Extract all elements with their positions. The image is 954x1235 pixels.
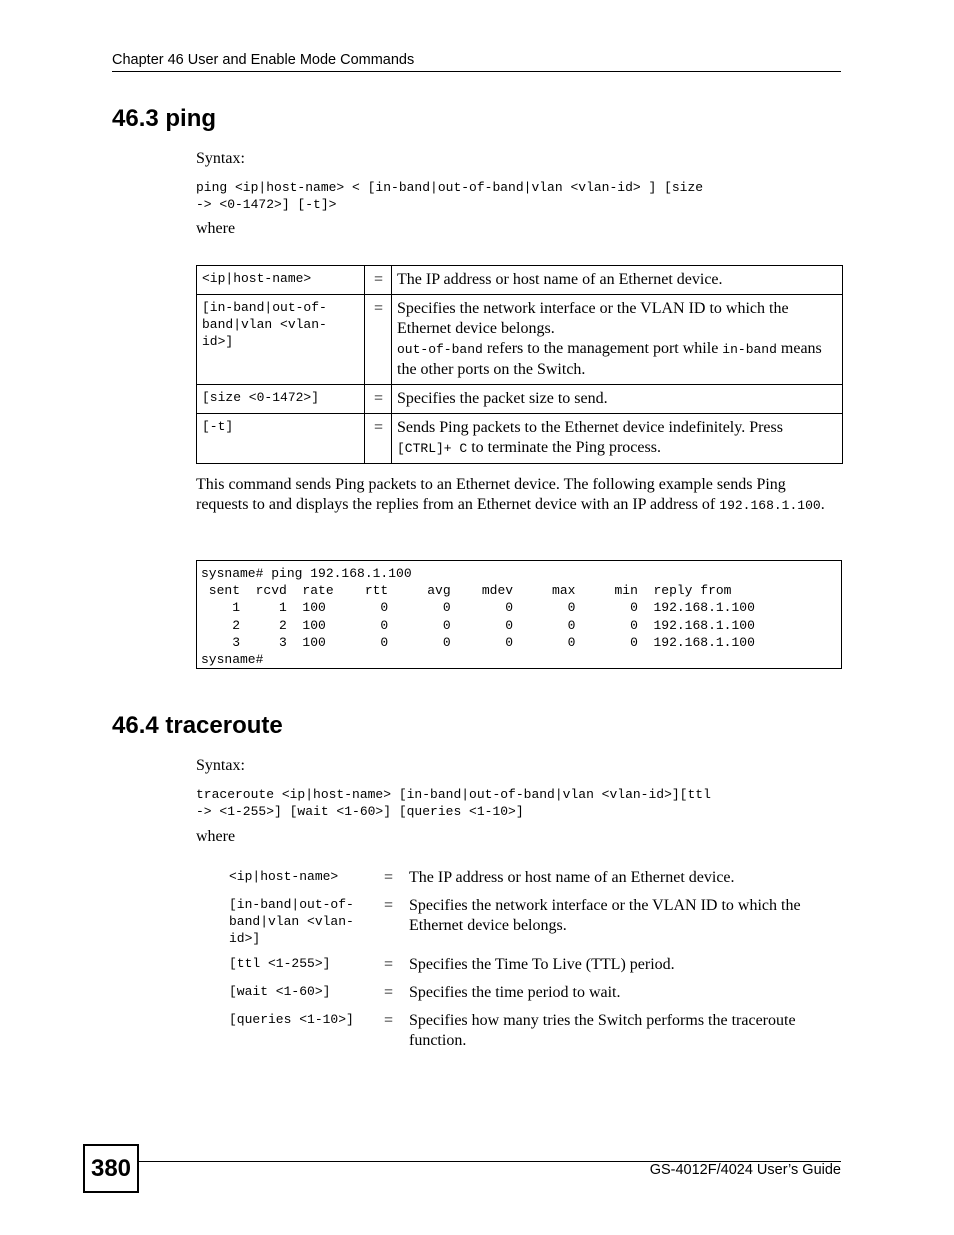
param-text: to terminate the Ping process. [467,439,661,456]
table-row [224,1007,844,1055]
param-name: [in-band|out-of- band|vlan <vlan- id>] [229,897,354,946]
table-row [197,414,843,464]
ping-parameter-table [196,265,843,464]
param-equals: = [383,869,394,886]
table-row [197,295,843,385]
page-number: 380 [83,1144,139,1193]
param-description-note [397,339,838,380]
param-description: The IP address or host name of an Ethernet device. [409,869,735,886]
param-equals: = [383,1012,394,1029]
traceroute-syntax-line-1: traceroute <ip|host-name> [in-band|out-of-band|vlan <vlan-id>][ttl [196,787,711,802]
ping-where-label: where [196,220,236,237]
param-name: [wait <1-60>] [229,984,331,999]
ping-description-paragraph [196,475,842,516]
traceroute-syntax-label: Syntax: [196,757,245,774]
section-heading-traceroute: 46.4 traceroute [112,712,283,739]
ping-syntax-code [196,179,703,213]
table-row [224,979,844,1007]
traceroute-where-label: where [196,828,236,845]
param-equals: = [365,295,392,385]
paragraph-ip: 192.168.1.100 [719,498,821,513]
param-description: Specifies the Time To Live (TTL) period. [409,956,675,973]
param-name: <ip|host-name> [229,869,339,884]
param-equals: = [383,984,394,1001]
param-equals: = [365,266,392,295]
param-equals: = [365,414,392,464]
running-header: Chapter 46 User and Enable Mode Commands [112,52,415,68]
table-row [224,864,844,892]
param-equals: = [365,385,392,414]
param-name: [in-band|out-of- band|vlan <vlan- id>] [197,295,365,385]
inline-code: in-band [722,342,777,357]
traceroute-syntax-code [196,786,711,820]
param-equals: = [383,956,394,973]
table-row [224,892,844,951]
param-name: [ttl <1-255>] [229,956,331,971]
param-description: Specifies the network interface or the VLAN ID to which the Ethernet device belongs. [409,897,801,934]
param-description: Specifies the time period to wait. [409,984,621,1001]
traceroute-syntax-line-2: -> <1-255>] [wait <1-60>] [queries <1-10>] [196,804,524,819]
guide-name: GS-4012F/4024 User’s Guide [649,1162,841,1178]
param-description-line: Specifies the network interface or the VLAN ID to which the Ethernet device belongs. [397,300,789,337]
param-name: [size <0-1472>] [197,385,365,414]
traceroute-parameter-table [224,864,844,1055]
param-text: refers to the management port while [482,340,723,357]
param-description: Specifies the packet size to send. [392,385,843,414]
ping-syntax-line-2: -> <0-1472>] [-t]> [196,197,337,212]
ping-example-box [196,560,842,669]
param-name: <ip|host-name> [197,266,365,295]
table-row [224,951,844,979]
param-text: Sends Ping packets to the Ethernet device indefinitely. Press [397,419,783,436]
paragraph-end: . [820,496,825,513]
param-equals: = [383,897,394,914]
ping-example-output: sysname# ping 192.168.1.100 sent rcvd rate rtt avg mdev max min reply from 1 1 100 0 0 0 0 0 192.168.1.100 2 2 100 0 0 0 0 0 192.168.1.100 3 3 100 0 0 0 0 0 192.168.1.100 sysname# [201,566,755,668]
table-row [197,385,843,414]
inline-code: out-of-band [397,342,483,357]
ping-syntax-label: Syntax: [196,150,245,167]
param-description [392,295,843,385]
param-description: Specifies how many tries the Switch performs the traceroute function. [409,1012,796,1049]
section-heading-ping: 46.3 ping [112,105,217,132]
table-row [197,266,843,295]
paragraph-text: This command sends Ping packets to an Ethernet device. The following example sends Ping requests to and displays the replies from an Ethernet device with an IP address of [196,476,786,513]
param-name: [queries <1-10>] [229,1012,354,1027]
ping-syntax-line-1: ping <ip|host-name> < [in-band|out-of-band|vlan <vlan-id> ] [size [196,180,704,195]
param-text: means the other ports on the Switch. [397,340,822,378]
inline-code: [CTRL]+ C [397,441,468,456]
param-name: [-t] [197,414,365,464]
param-description: The IP address or host name of an Ethernet device. [392,266,843,295]
param-description [392,414,843,464]
header-rule [112,71,841,72]
